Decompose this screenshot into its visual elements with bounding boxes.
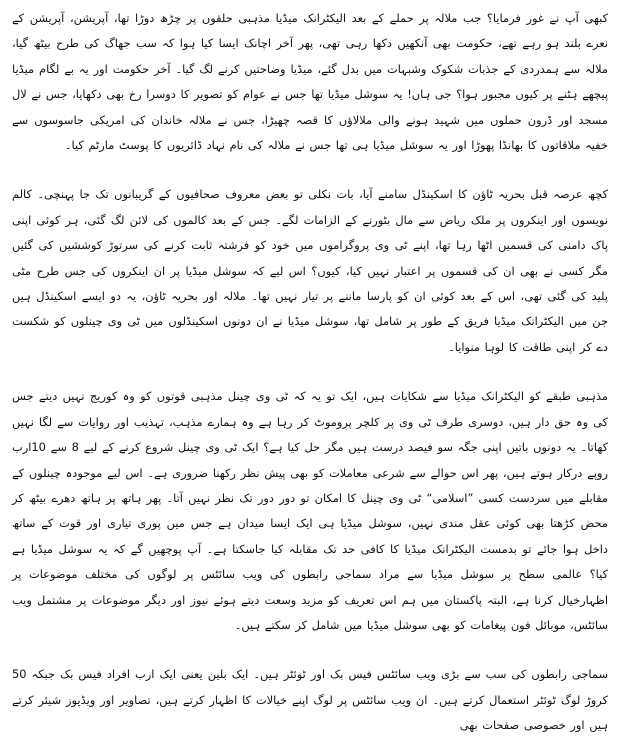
article-paragraph-4: سماجی رابطوں کی سب سے بڑی ویب سائٹس فیس بک اور ٹوئٹر ہیں۔ ایک بلین یعنی ایک ارب افراد فیس بک جبکہ 50 کروڑ لوگ ٹوئٹر استعمال کرتے ہیں۔ ان ویب سائٹس پر لوگ اپنے خیالات کا اظہار کرتے ہیں، تصاویر اور ویڈیوز شیئر کرتے ہیں اور خصوصی صفحات بھی xyxy=(12,667,608,733)
article-paragraph-3: مذہبی طبقے کو الیکٹرانک میڈیا سے شکایات ہیں، ایک تو یہ کہ ٹی وی چینل مذہبی قوتوں کو وہ کوریج نہیں دیتے جس کی وہ حق دار ہیں، دوسری طرف ٹی وی پر کلچر پروموٹ کر رہا ہے وہ ہمارے مذہب، تہذیب اور روایات سے لگا نہیں کھاتا۔ یہ دونوں باتیں اپنی جگہ سو فیصد درست ہیں مگر حل کیا ہے؟ ایک ٹی وی چینل شروع کرنے کے لیے 8 سے 10ارب روپے درکار ہوتے ہیں، پھر اس حوالے سے شرعی معاملات کو بھی پیش نظر رکھنا ضروری ہے۔ اس لیے موجودہ چینلوں کے مقابلے میں سردست کسی ”اسلامی“ ٹی وی چینل کا امکان تو دور دور تک نظر نہیں آتا۔ پھر ہاتھ پر ہاتھ دھرے بیٹھ کر محض کڑھتا بھی کوئی عقل مندی نہیں، سوشل میڈیا ہی ایک ایسا میدان ہے جس میں پوری تیاری اور قوت کے ساتھ داخل ہوا جائے تو بدمست الیکٹرانک میڈیا کا کافی حد تک مقابلہ کیا جاسکتا ہے۔ آپ پوچھیں گے کہ یہ سوشل میڈیا ہے کیا؟ عالمی سطح پر سوشل میڈیا سے مراد سماجی رابطوں کی ویب سائٹس پر لوگوں کی مختلف موضوعات پر اظہارخیال کرنا ہے، البتہ پاکستان میں ہم اس تعریف کو مزید وسعت دیتے ہوئے نیوز اور دیگر موضوعات پر مشتمل ویب سائٹس، موبائل فون پیغامات کو بھی سوشل میڈیا میں شامل کر سکتے ہیں۔ xyxy=(12,389,608,632)
article-paragraph-2: کچھ عرصہ قبل بحریہ ٹاؤن کا اسکینڈل سامنے آیا، بات نکلی تو بعض معروف صحافیوں کے گریبانوں تک جا پہنچی۔ کالم نویسوں اور اینکروں پر ملک ریاض سے مال بٹورنے کے الزامات لگے۔ جس کے بعد کالموں کی لائن لگ گئی، ہر کوئی اپنی پاک دامنی کی قسمیں اٹھا رہا تھا، اپنے ٹی وی پروگراموں میں خود کو فرشتہ ثابت کرنے کی سرتوڑ کوششیں کی گئیں مگر کسی نے بھی ان کی قسموں پر اعتبار نہیں کیا، کیوں؟ اس لیے کہ سوشل میڈیا پر ان اینکروں کی جس طرح مٹی پلید کی گئی تھی، اس کے بعد کوئی ان کو پارسا ماننے پر تیار نہیں تھا۔ ملالہ اور بحریہ ٹاؤن، یہ دو ایسے اسکینڈل ہیں جن میں الیکٹرانک میڈیا فریق کے طور پر شامل تھا، سوشل میڈیا نے ان دونوں اسکینڈلوں میں ٹی وی چینلوں کو شکست دے کر اپنی طاقت کا لوہا منوایا۔ xyxy=(12,187,608,354)
article-paragraph-1: کبھی آپ نے غور فرمایا؟ جب ملالہ پر حملے کے بعد الیکٹرانک میڈیا مذہبی حلقوں پر چڑھ دوڑا تھا، آپریشن، آپریشن کے نعرے بلند ہو رہے تھے، حکومت بھی آنکھیں دکھا رہی تھی، پھر آخر اچانک ایسا کیا ہوا کہ سب جھاگ کی طرح بیٹھ گیا، ملالہ سے ہمدردی کے جذبات شکوک وشبہات میں بدل گئے، میڈیا وضاحتیں کرنے لگ گیا۔ آخر حکومت اور یہ بے لگام میڈیا پیچھے ہٹنے پر کیوں مجبور ہوا؟ جی ہاں! یہ سوشل میڈیا تھا جس نے عوام کو تصویر کا دوسرا رخ بھی دکھایا، جس نے لال مسجد اور ڈرون حملوں میں شہید ہونے والی ملالاؤں کا قصہ چھیڑا، جس نے ملالہ خاندان کی امریکی جاسوسوں سے خفیہ ملاقاتوں کا بھانڈا پھوڑا اور یہ سوشل میڈیا ہی تھا جس نے ملالہ کی نام نہاد ڈائریوں کا پوسٹ مارٹم کیا۔ xyxy=(12,11,608,153)
